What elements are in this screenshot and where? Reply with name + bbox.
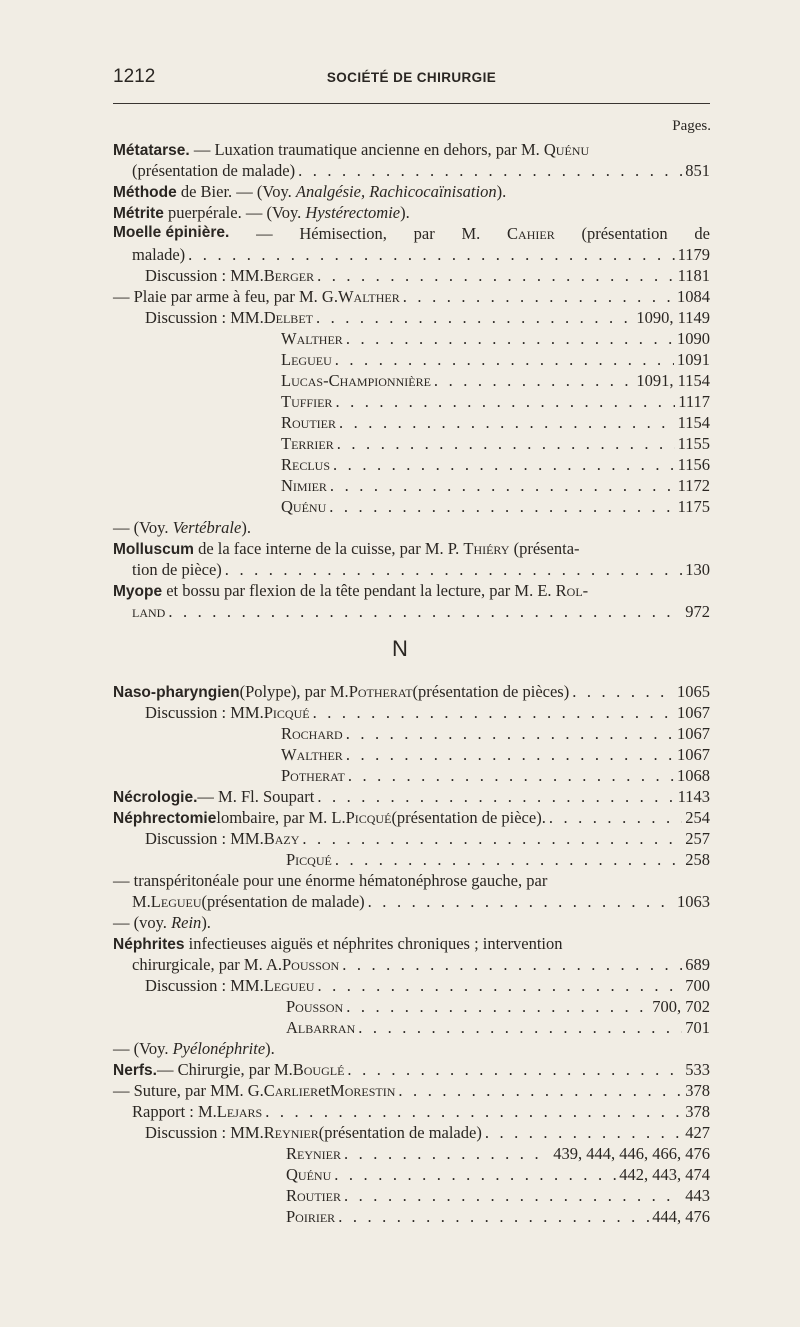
author-name: Routier	[281, 413, 336, 432]
author-name: Rol-	[555, 581, 589, 600]
dot-leader	[344, 1186, 682, 1206]
index-entry	[0, 140, 800, 162]
author-name: Bouglé	[292, 1060, 345, 1079]
dot-leader	[334, 1165, 616, 1185]
page-ref: 1091, 1154	[636, 371, 710, 390]
page-ref: 1154	[677, 413, 710, 432]
entry-text: et bossu par flexion de la tête pendant la lecture, par M. E.	[162, 581, 556, 600]
entry-keyword: Métrite	[113, 205, 164, 222]
entry-text: — (voy.	[113, 913, 172, 932]
entry-text: par	[413, 224, 435, 243]
entry-text: ).	[241, 518, 251, 537]
index-entry	[0, 392, 800, 414]
entry-text: ).	[400, 203, 410, 222]
page-ref: 700	[685, 976, 710, 995]
entry-text: malade)	[132, 245, 186, 264]
entry-text: — Luxation traumatique ancienne en dehors, par M.	[189, 140, 544, 159]
page-ref: 1068	[677, 766, 710, 785]
index-entry	[0, 371, 800, 393]
entry-text: ).	[496, 182, 507, 201]
index-entry	[0, 1060, 800, 1082]
page-header	[113, 66, 710, 88]
author-name: Quénu	[543, 140, 590, 159]
dot-leader	[313, 703, 674, 723]
dot-leader	[329, 497, 674, 517]
dot-leader	[398, 1081, 682, 1101]
entry-text: ).	[265, 1039, 275, 1058]
dot-leader	[346, 997, 649, 1017]
author-name: Bazy	[263, 829, 300, 848]
author-name: Legueu	[150, 892, 202, 911]
author-name: Thiéry	[463, 539, 510, 558]
index-entry	[0, 224, 800, 246]
entry-text: de la face interne de la cuisse, par M. P.	[193, 539, 464, 558]
page-ref: 1063	[677, 892, 710, 911]
entry-text: (présentation de malade)	[201, 892, 365, 911]
entry-text: —	[256, 224, 273, 243]
page-ref: 443	[685, 1186, 710, 1205]
entry-text: — M. Fl. Soupart	[197, 787, 315, 806]
entry-text: (présentation de pièce).	[391, 808, 546, 827]
index-entry	[0, 1123, 800, 1145]
index-entry	[0, 350, 800, 372]
index-entry	[0, 266, 800, 288]
index-entry	[0, 413, 800, 435]
index-entry	[0, 934, 800, 956]
page-ref: 1067	[677, 703, 710, 722]
page-ref: 1067	[677, 745, 710, 764]
entry-text: ).	[201, 913, 211, 932]
author-name: Reynier	[286, 1144, 341, 1163]
page-ref: 1179	[677, 245, 710, 264]
index-entry	[0, 829, 800, 851]
entry-text: (Polype), par M.	[239, 682, 349, 701]
entry-text: (présentation	[581, 224, 668, 243]
page-ref: 1156	[677, 455, 710, 474]
index-entry	[0, 182, 800, 204]
entry-text: (présentation de pièces)	[412, 682, 570, 701]
author-name: land	[132, 602, 166, 621]
entry-text: — (Voy.	[113, 518, 173, 537]
index-entry	[0, 518, 800, 540]
dot-leader	[317, 787, 674, 807]
index-entry	[0, 203, 800, 225]
dot-leader	[346, 745, 674, 765]
page-ref: 257	[685, 829, 710, 848]
page-ref: 533	[685, 1060, 710, 1079]
page-ref: 1172	[677, 476, 710, 495]
entry-text: — Plaie par arme à feu, par M. G.	[113, 287, 338, 306]
index-entry	[0, 997, 800, 1019]
author-name: Carlier	[263, 1081, 319, 1100]
entry-text: de Bier. — (Voy.	[176, 182, 296, 201]
dot-leader	[346, 724, 674, 744]
author-name: Potherat	[348, 682, 413, 701]
entry-text: lombaire, par M. L.	[216, 808, 346, 827]
dot-leader	[337, 434, 675, 454]
index-entry	[0, 976, 800, 998]
dot-leader	[549, 808, 682, 828]
entry-text: infectieuses aiguës et néphrites chroniques ; intervention	[184, 934, 563, 953]
dot-leader	[347, 1060, 682, 1080]
dot-leader	[358, 1018, 682, 1038]
dot-leader	[342, 955, 682, 975]
index-entry	[0, 1186, 800, 1208]
index-entry	[0, 913, 800, 935]
entry-text: (présentation de malade)	[132, 161, 296, 180]
dot-leader	[335, 392, 675, 412]
entry-keyword: Néphrectomie	[113, 810, 217, 827]
index-entry	[0, 871, 800, 893]
index-entry	[0, 703, 800, 725]
entry-text: Hémisection,	[299, 224, 387, 243]
author-name: Legueu	[263, 976, 315, 995]
entry-keyword: Néphrites	[113, 936, 185, 953]
running-head: SOCIÉTÉ DE CHIRURGIE	[326, 70, 497, 85]
index-entry	[0, 161, 800, 183]
index-entry	[0, 766, 800, 788]
page-ref: 1155	[677, 434, 710, 453]
entry-text: — (Voy.	[113, 1039, 173, 1058]
page-ref: 1175	[677, 497, 710, 516]
page-ref: 1090	[677, 329, 710, 348]
entry-text: Discussion : MM.	[145, 266, 264, 285]
author-name: Nimier	[281, 476, 327, 495]
index-entry	[0, 892, 800, 914]
entry-text: de	[694, 224, 710, 243]
page-ref: 427	[685, 1123, 710, 1142]
index-entry	[0, 1081, 800, 1103]
index-entry	[0, 955, 800, 977]
page-ref: 851	[685, 161, 710, 180]
index-entry	[0, 560, 800, 582]
author-name: Morestin	[330, 1081, 396, 1100]
author-name: Reynier	[263, 1123, 319, 1142]
entry-keyword: Molluscum	[113, 541, 194, 558]
index-entry	[0, 245, 800, 267]
index-entry	[0, 787, 800, 809]
page-ref: 130	[685, 560, 710, 579]
dot-leader	[302, 829, 682, 849]
index-entry	[0, 745, 800, 767]
page-ref: 972	[685, 602, 710, 621]
entry-keyword: Nécrologie.	[113, 789, 198, 806]
author-name: Quénu	[281, 497, 327, 516]
entry-text: — Suture, par MM. G.	[113, 1081, 264, 1100]
entry-text: chirurgicale, par M. A.	[132, 955, 282, 974]
entry-keyword: Nerfs.	[113, 1062, 157, 1079]
index-entry	[0, 602, 800, 624]
dot-leader	[298, 161, 682, 181]
dot-leader	[225, 560, 682, 580]
entry-keyword: Naso-pharyngien	[113, 684, 240, 701]
author-name: Cahier	[507, 224, 555, 243]
author-name: Picqué	[345, 808, 392, 827]
entry-text: Discussion : MM.	[145, 976, 264, 995]
index-entry	[0, 682, 800, 704]
author-name: Walther	[337, 287, 400, 306]
page-ref: 442, 443, 474	[619, 1165, 710, 1184]
author-name: Walther	[281, 745, 343, 764]
entry-text: tion de pièce)	[132, 560, 222, 579]
dot-leader	[317, 976, 682, 996]
entry-text: et	[318, 1081, 331, 1100]
section-letter: N	[392, 636, 408, 661]
author-name: Tuffier	[281, 392, 333, 411]
page-ref: 1091	[677, 350, 710, 369]
page-number: 1212	[113, 66, 156, 87]
pages-label-line	[0, 118, 800, 140]
author-name: Lejars	[216, 1102, 263, 1121]
see-also-ref: Pyélonéphrite	[172, 1039, 266, 1058]
index-entry	[0, 1144, 800, 1166]
see-also-ref: Hystérectomie	[305, 203, 401, 222]
page-ref: 700, 702	[652, 997, 710, 1016]
author-name: Albarran	[286, 1018, 356, 1037]
entry-text: M.	[132, 892, 151, 911]
page-ref: 444, 476	[652, 1207, 710, 1226]
author-name: Pousson	[286, 997, 344, 1016]
index-entry	[0, 1165, 800, 1187]
page-ref: 1065	[677, 682, 710, 701]
dot-leader	[348, 766, 674, 786]
page-ref: 378	[685, 1102, 710, 1121]
author-name: Delbet	[263, 308, 313, 327]
index-entry	[0, 497, 800, 519]
dot-leader	[168, 602, 682, 622]
author-name: Pousson	[281, 955, 340, 974]
index-entry	[0, 434, 800, 456]
author-name: Routier	[286, 1186, 341, 1205]
dot-leader	[335, 850, 682, 870]
author-name: Quénu	[286, 1165, 332, 1184]
index-entry	[0, 455, 800, 477]
dot-leader	[485, 1123, 682, 1143]
author-name: Reclus	[281, 455, 331, 474]
pages-label: Pages.	[672, 118, 711, 134]
entry-text: M.	[461, 224, 481, 243]
entry-keyword: Méthode	[113, 184, 177, 201]
page-ref: 1143	[677, 787, 710, 806]
dot-leader	[316, 308, 633, 328]
dot-leader	[572, 682, 674, 702]
index-entry	[0, 808, 800, 830]
dot-leader	[335, 350, 674, 370]
dot-leader	[368, 892, 674, 912]
entry-text: — transpéritonéale pour une énorme hématonéphrose gauche, par	[113, 871, 548, 890]
dot-leader	[330, 476, 675, 496]
index-entry	[0, 850, 800, 872]
index-entry	[0, 724, 800, 746]
index-entry	[0, 287, 800, 309]
page-ref: 1181	[677, 266, 710, 285]
dot-leader	[344, 1144, 550, 1164]
entry-text: puerpérale. — (Voy.	[163, 203, 306, 222]
author-name: Poirier	[286, 1207, 336, 1226]
index-entry	[0, 1018, 800, 1040]
page-ref: 701	[685, 1018, 710, 1037]
dot-leader	[338, 1207, 649, 1227]
author-name: Picqué	[286, 850, 332, 869]
page-ref: 1090, 1149	[636, 308, 710, 327]
dot-leader	[434, 371, 633, 391]
index-entry	[0, 329, 800, 351]
author-name: Terrier	[281, 434, 334, 453]
dot-leader	[333, 455, 675, 475]
entry-text: Discussion : MM.	[145, 703, 264, 722]
author-name: Rochard	[281, 724, 343, 743]
entry-text: (présenta-	[509, 539, 580, 558]
page-ref: 439, 444, 446, 466, 476	[553, 1144, 710, 1163]
dot-leader	[265, 1102, 682, 1122]
header-rule	[113, 103, 710, 104]
entry-text: — Chirurgie, par M.	[156, 1060, 293, 1079]
index-entry	[0, 308, 800, 330]
entry-text: Rapport : M.	[132, 1102, 217, 1121]
page-ref: 689	[685, 955, 710, 974]
page-ref: 378	[685, 1081, 710, 1100]
see-also-ref: Rein	[171, 913, 202, 932]
entry-text: (présentation de malade)	[318, 1123, 482, 1142]
dot-leader	[317, 266, 675, 286]
index-entry	[0, 1039, 800, 1061]
entry-text: Discussion : MM.	[145, 308, 264, 327]
dot-leader	[403, 287, 674, 307]
index-entry	[0, 539, 800, 561]
entry-keyword: Métatarse.	[113, 142, 190, 159]
index-entry	[0, 581, 800, 603]
author-name: Legueu	[281, 350, 332, 369]
author-name: Lucas-Championnière	[281, 371, 431, 390]
entry-text: Discussion : MM.	[145, 829, 264, 848]
index-entry	[0, 1207, 800, 1229]
entry-keyword: Myope	[113, 583, 163, 600]
entry-keyword: Moelle épinière.	[113, 224, 230, 241]
author-name: Walther	[281, 329, 343, 348]
index-entry	[0, 476, 800, 498]
page-ref: 1084	[677, 287, 710, 306]
see-also-ref: Vertébrale	[172, 518, 242, 537]
index-entry	[0, 1102, 800, 1124]
author-name: Picqué	[263, 703, 310, 722]
page-ref: 258	[685, 850, 710, 869]
dot-leader	[346, 329, 674, 349]
dot-leader	[188, 245, 674, 265]
author-name: Potherat	[281, 766, 345, 785]
entry-text: Discussion : MM.	[145, 1123, 264, 1142]
dot-leader	[339, 413, 675, 433]
page-ref: 1067	[677, 724, 710, 743]
see-also-ref: Analgésie, Rachicocaïnisation	[295, 182, 497, 201]
page-ref: 1117	[678, 392, 710, 411]
page-ref: 254	[685, 808, 710, 827]
author-name: Berger	[263, 266, 315, 285]
